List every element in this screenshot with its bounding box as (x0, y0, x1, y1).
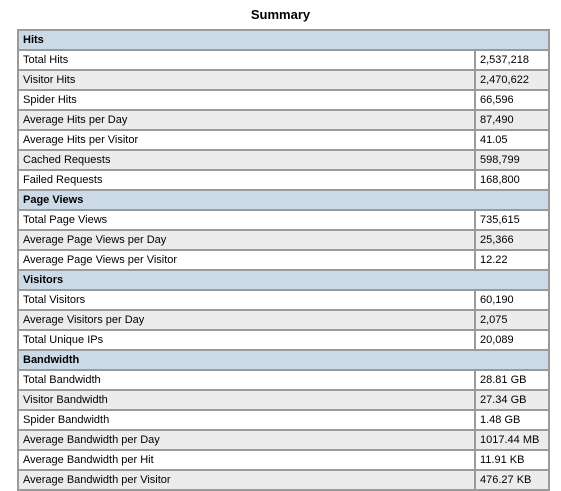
metric-value: 1.48 GB (475, 410, 549, 430)
metric-label: Average Hits per Visitor (18, 130, 475, 150)
metric-value: 2,537,218 (475, 50, 549, 70)
metric-label: Average Visitors per Day (18, 310, 475, 330)
metric-label: Failed Requests (18, 170, 475, 190)
metric-label: Total Unique IPs (18, 330, 475, 350)
table-row (18, 370, 549, 390)
metric-value: 27.34 GB (475, 390, 549, 410)
metric-label: Visitor Hits (18, 70, 475, 90)
metric-value: 598,799 (475, 150, 549, 170)
table-row (18, 230, 549, 250)
metric-label: Total Hits (18, 50, 475, 70)
metric-value: 12.22 (475, 250, 549, 270)
table-row (18, 330, 549, 350)
table-row (18, 70, 549, 90)
metric-value: 1017.44 MB (475, 430, 549, 450)
metric-value: 735,615 (475, 210, 549, 230)
table-row (18, 210, 549, 230)
metric-label: Spider Bandwidth (18, 410, 475, 430)
table-row (18, 310, 549, 330)
metric-label: Total Visitors (18, 290, 475, 310)
section-header-row (18, 270, 549, 290)
section-header-row (18, 350, 549, 370)
table-row (18, 50, 549, 70)
table-row (18, 110, 549, 130)
metric-label: Total Bandwidth (18, 370, 475, 390)
table-row (18, 430, 549, 450)
table-row (18, 170, 549, 190)
metric-value: 25,366 (475, 230, 549, 250)
metric-label: Average Page Views per Day (18, 230, 475, 250)
metric-value: 11.91 KB (475, 450, 549, 470)
metric-label: Average Bandwidth per Visitor (18, 470, 475, 490)
section-header-row (18, 190, 549, 210)
metric-label: Average Bandwidth per Day (18, 430, 475, 450)
metric-value: 2,075 (475, 310, 549, 330)
table-row (18, 450, 549, 470)
metric-value: 168,800 (475, 170, 549, 190)
table-row (18, 250, 549, 270)
summary-table-body (18, 30, 549, 490)
section-header-row (18, 30, 549, 50)
metric-value: 20,089 (475, 330, 549, 350)
table-row (18, 130, 549, 150)
metric-label: Average Bandwidth per Hit (18, 450, 475, 470)
summary-table (17, 29, 550, 491)
metric-label: Average Page Views per Visitor (18, 250, 475, 270)
metric-value: 60,190 (475, 290, 549, 310)
metric-label: Visitor Bandwidth (18, 390, 475, 410)
metric-value: 28.81 GB (475, 370, 549, 390)
section-header: Hits (18, 30, 549, 50)
table-row (18, 470, 549, 490)
metric-value: 476.27 KB (475, 470, 549, 490)
metric-value: 41.05 (475, 130, 549, 150)
section-header: Visitors (18, 270, 549, 290)
table-row (18, 150, 549, 170)
table-row (18, 290, 549, 310)
metric-value: 66,596 (475, 90, 549, 110)
page-title: Summary (250, 7, 311, 22)
section-header: Page Views (18, 190, 549, 210)
table-row (18, 390, 549, 410)
section-header: Bandwidth (18, 350, 549, 370)
table-row (18, 410, 549, 430)
metric-label: Spider Hits (18, 90, 475, 110)
metric-value: 2,470,622 (475, 70, 549, 90)
metric-value: 87,490 (475, 110, 549, 130)
metric-label: Cached Requests (18, 150, 475, 170)
metric-label: Total Page Views (18, 210, 475, 230)
table-row (18, 90, 549, 110)
metric-label: Average Hits per Day (18, 110, 475, 130)
